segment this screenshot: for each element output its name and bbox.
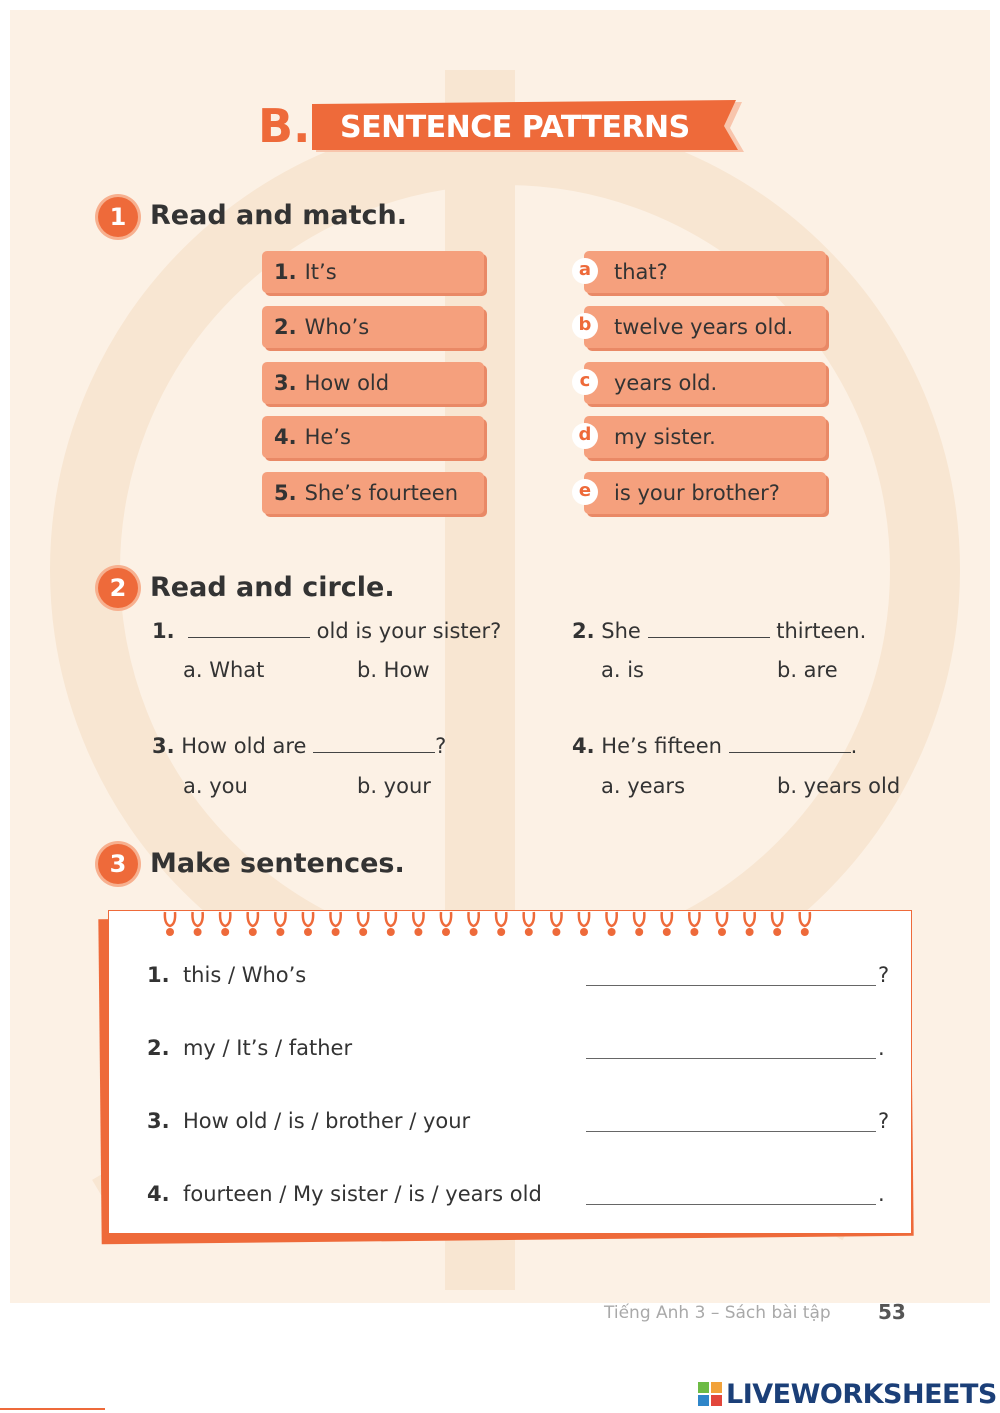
ring (386, 912, 396, 926)
ring (606, 912, 616, 926)
ring (800, 912, 810, 926)
ring (551, 912, 561, 926)
option-b[interactable]: b. How (357, 658, 430, 682)
match-right-item[interactable] (584, 416, 826, 458)
match-right-item[interactable] (584, 472, 826, 514)
match-left-number: 4. (274, 425, 297, 449)
ring-hole (194, 928, 202, 936)
ring-hole (249, 928, 257, 936)
liveworksheets-logo[interactable] (698, 1378, 997, 1410)
sentence-end-mark: . (878, 1182, 885, 1206)
ring-hole (773, 928, 781, 936)
ring (634, 912, 644, 926)
match-left-text: It’s (304, 260, 337, 284)
answer-blank[interactable] (188, 617, 310, 638)
ring-hole (359, 928, 367, 936)
match-left-text: She’s fourteen (304, 481, 459, 505)
match-right-item[interactable] (584, 251, 826, 293)
match-left-number: 3. (274, 371, 297, 395)
ring-hole (221, 928, 229, 936)
match-left-item[interactable] (262, 472, 484, 514)
match-left-number: 2. (274, 315, 297, 339)
ring (330, 912, 340, 926)
sentence-item-3 (147, 1106, 470, 1136)
option-a[interactable]: a. is (601, 658, 644, 682)
exercise-2-title: Read and circle. (150, 572, 395, 603)
sentence-end-mark: ? (878, 963, 890, 987)
answer-blank[interactable] (648, 617, 770, 638)
ring (496, 912, 506, 926)
exercise-3-title: Make sentences. (150, 848, 405, 879)
ring-hole (442, 928, 450, 936)
match-right-text: my sister. (614, 425, 716, 449)
option-b[interactable]: b. years old (777, 774, 901, 798)
ring-hole (635, 928, 643, 936)
question-number: 2. (572, 619, 595, 643)
sentence-item-2 (147, 1033, 352, 1063)
ring (717, 912, 727, 926)
match-left-number: 1. (274, 260, 297, 284)
match-left-item[interactable] (262, 251, 484, 293)
question-before: He’s fifteen (601, 734, 722, 758)
ring (192, 912, 202, 926)
question-after: thirteen. (776, 619, 867, 643)
match-left-text: How old (304, 371, 390, 395)
option-b[interactable]: b. are (777, 658, 838, 682)
ring-hole (663, 928, 671, 936)
page-number: 53 (878, 1300, 906, 1324)
question-after: ? (435, 734, 447, 758)
ring-hole (470, 928, 478, 936)
ring-hole (304, 928, 312, 936)
match-right-text: twelve years old. (614, 315, 794, 339)
match-right-text: is your brother? (614, 481, 780, 505)
exercise-1-title: Read and match. (150, 200, 407, 231)
question-after: old is your sister? (316, 619, 502, 643)
match-left-text: He’s (304, 425, 351, 449)
circle-question-3 (152, 731, 446, 761)
match-left-item[interactable] (262, 416, 484, 458)
bottom-divider (0, 1408, 105, 1410)
ring-hole (746, 928, 754, 936)
ring-hole (552, 928, 560, 936)
answer-line[interactable] (586, 985, 876, 986)
ring (772, 912, 782, 926)
match-right-item[interactable] (584, 306, 826, 348)
brand-name: LIVEWORKSHEETS (726, 1378, 997, 1410)
book-title: Tiếng Anh 3 – Sách bài tập (604, 1303, 831, 1323)
ring-hole (718, 928, 726, 936)
exercise-1-number: 1 (98, 197, 138, 237)
answer-line[interactable] (586, 1058, 876, 1059)
ring (579, 912, 589, 926)
notebook-rings-icon (160, 908, 820, 944)
match-left-item[interactable] (262, 306, 484, 348)
match-letter-badge: e (572, 479, 598, 505)
option-a[interactable]: a. you (183, 774, 248, 798)
sentence-item-1 (147, 960, 306, 990)
section-letter: B. (258, 99, 311, 153)
ring (468, 912, 478, 926)
sentence-number: 1. (147, 963, 170, 987)
ring (275, 912, 285, 926)
option-a[interactable]: a. years (601, 774, 686, 798)
sentence-number: 3. (147, 1109, 170, 1133)
section-title: SENTENCE PATTERNS (340, 110, 690, 145)
match-right-text: that? (614, 260, 668, 284)
ring (413, 912, 423, 926)
sentence-words: my / It’s / father (182, 1036, 353, 1060)
answer-line[interactable] (586, 1131, 876, 1132)
question-number: 4. (572, 734, 595, 758)
sentence-item-4 (147, 1179, 542, 1209)
ring-hole (690, 928, 698, 936)
ring (689, 912, 699, 926)
ring (248, 912, 258, 926)
ring-hole (276, 928, 284, 936)
answer-blank[interactable] (313, 732, 435, 753)
ring (524, 912, 534, 926)
ring-hole (414, 928, 422, 936)
circle-question-1 (152, 616, 501, 646)
liveworksheets-logo-icon (698, 1382, 722, 1406)
ring-hole (497, 928, 505, 936)
answer-blank[interactable] (729, 732, 851, 753)
sentence-words: How old / is / brother / your (182, 1109, 471, 1133)
exercise-2-number: 2 (98, 568, 138, 608)
ring (662, 912, 672, 926)
match-letter-badge: b (572, 313, 598, 339)
ring-hole (801, 928, 809, 936)
match-left-item[interactable] (262, 362, 484, 404)
ring-hole (608, 928, 616, 936)
match-left-text: Who’s (304, 315, 370, 339)
option-b[interactable]: b. your (357, 774, 431, 798)
ring (303, 912, 313, 926)
ring-hole (525, 928, 533, 936)
ring-hole (387, 928, 395, 936)
ring (358, 912, 368, 926)
answer-line[interactable] (586, 1204, 876, 1205)
ring (220, 912, 230, 926)
option-a[interactable]: a. What (183, 658, 265, 682)
question-number: 3. (152, 734, 175, 758)
ring-hole (332, 928, 340, 936)
sentence-number: 4. (147, 1182, 170, 1206)
sentence-end-mark: . (878, 1036, 885, 1060)
question-before: She (601, 619, 641, 643)
sentence-words: fourteen / My sister / is / years old (182, 1182, 542, 1206)
question-number: 1. (152, 619, 175, 643)
match-right-item[interactable] (584, 362, 826, 404)
question-before: How old are (181, 734, 307, 758)
ring-hole (580, 928, 588, 936)
ring (165, 912, 175, 926)
match-letter-badge: c (572, 369, 598, 395)
ring (441, 912, 451, 926)
exercise-3-number: 3 (98, 844, 138, 884)
sentence-words: this / Who’s (182, 963, 307, 987)
question-after: . (850, 734, 858, 758)
sentence-number: 2. (147, 1036, 170, 1060)
circle-question-2 (572, 616, 866, 646)
match-left-number: 5. (274, 481, 297, 505)
ring-hole (166, 928, 174, 936)
match-letter-badge: a (572, 258, 598, 284)
sentence-end-mark: ? (878, 1109, 890, 1133)
ring (744, 912, 754, 926)
match-right-text: years old. (614, 371, 718, 395)
circle-question-4 (572, 731, 857, 761)
match-letter-badge: d (572, 423, 598, 449)
